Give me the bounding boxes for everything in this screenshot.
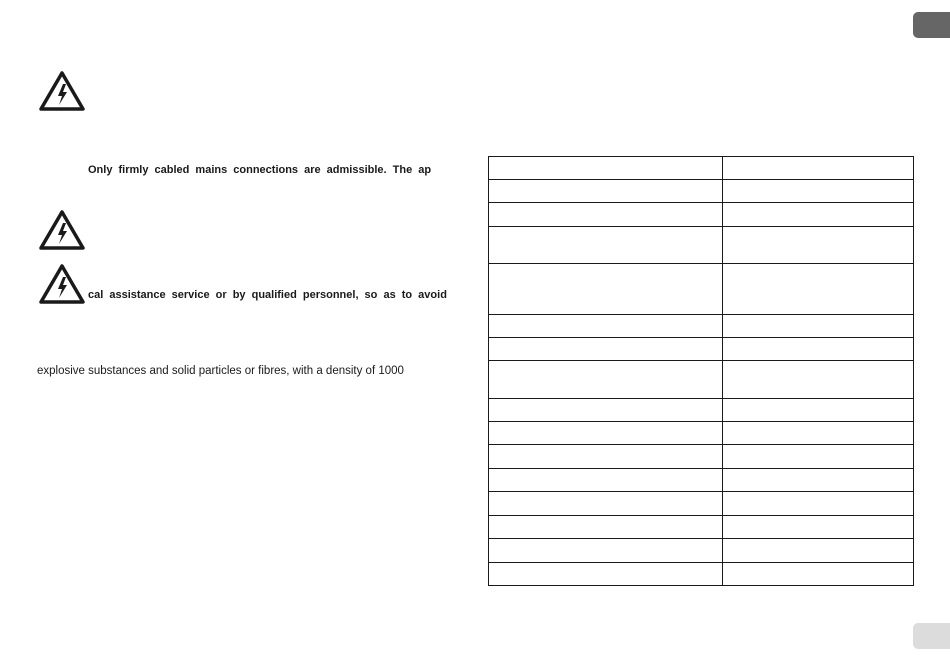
table-cell-value [723, 315, 914, 338]
table-cell-label [489, 563, 723, 586]
page-tab-top [913, 12, 950, 38]
table-cell-label [489, 492, 723, 516]
table-cell-label [489, 445, 723, 469]
body-text-line-1: Only firmly cabled mains connections are admissible. The ap [88, 164, 432, 176]
table-cell-label [489, 539, 723, 563]
table-cell-value [723, 338, 914, 361]
spec-table [488, 156, 914, 586]
table-row [489, 422, 914, 445]
table-cell-value [723, 180, 914, 203]
table-row [489, 539, 914, 563]
table-row [489, 516, 914, 539]
table-cell-value [723, 264, 914, 315]
table-cell-label [489, 157, 723, 180]
electric-hazard-icon [38, 263, 86, 305]
table-cell-label [489, 422, 723, 445]
body-text-line-3: explosive substances and solid particles or fibres, with a density of 1000 [37, 365, 404, 377]
table-cell-label [489, 203, 723, 227]
table-cell-value [723, 361, 914, 399]
table-row [489, 563, 914, 586]
table-cell-label [489, 338, 723, 361]
table-row [489, 227, 914, 264]
table-row [489, 203, 914, 227]
table-row [489, 315, 914, 338]
table-cell-value [723, 399, 914, 422]
table-cell-label [489, 227, 723, 264]
table-row [489, 469, 914, 492]
table-cell-label [489, 180, 723, 203]
table-cell-value [723, 203, 914, 227]
electric-hazard-icon [38, 70, 86, 112]
table-cell-label [489, 264, 723, 315]
table-cell-label [489, 516, 723, 539]
table-cell-label [489, 315, 723, 338]
table-row [489, 361, 914, 399]
table-cell-value [723, 157, 914, 180]
table-cell-value [723, 563, 914, 586]
table-row [489, 180, 914, 203]
page-tab-bottom [913, 623, 950, 649]
electric-hazard-icon [38, 209, 86, 251]
table-row [489, 492, 914, 516]
table-cell-value [723, 469, 914, 492]
table-row [489, 338, 914, 361]
table-cell-label [489, 361, 723, 399]
table-cell-value [723, 445, 914, 469]
table-cell-label [489, 469, 723, 492]
table-row [489, 399, 914, 422]
table-cell-value [723, 516, 914, 539]
table-row [489, 445, 914, 469]
table-cell-value [723, 227, 914, 264]
table-cell-value [723, 539, 914, 563]
table-cell-value [723, 492, 914, 516]
table-row [489, 264, 914, 315]
body-text-line-2: cal assistance service or by qualified personnel, so as to avoid [88, 289, 447, 301]
table-row [489, 157, 914, 180]
table-cell-value [723, 422, 914, 445]
table-cell-label [489, 399, 723, 422]
